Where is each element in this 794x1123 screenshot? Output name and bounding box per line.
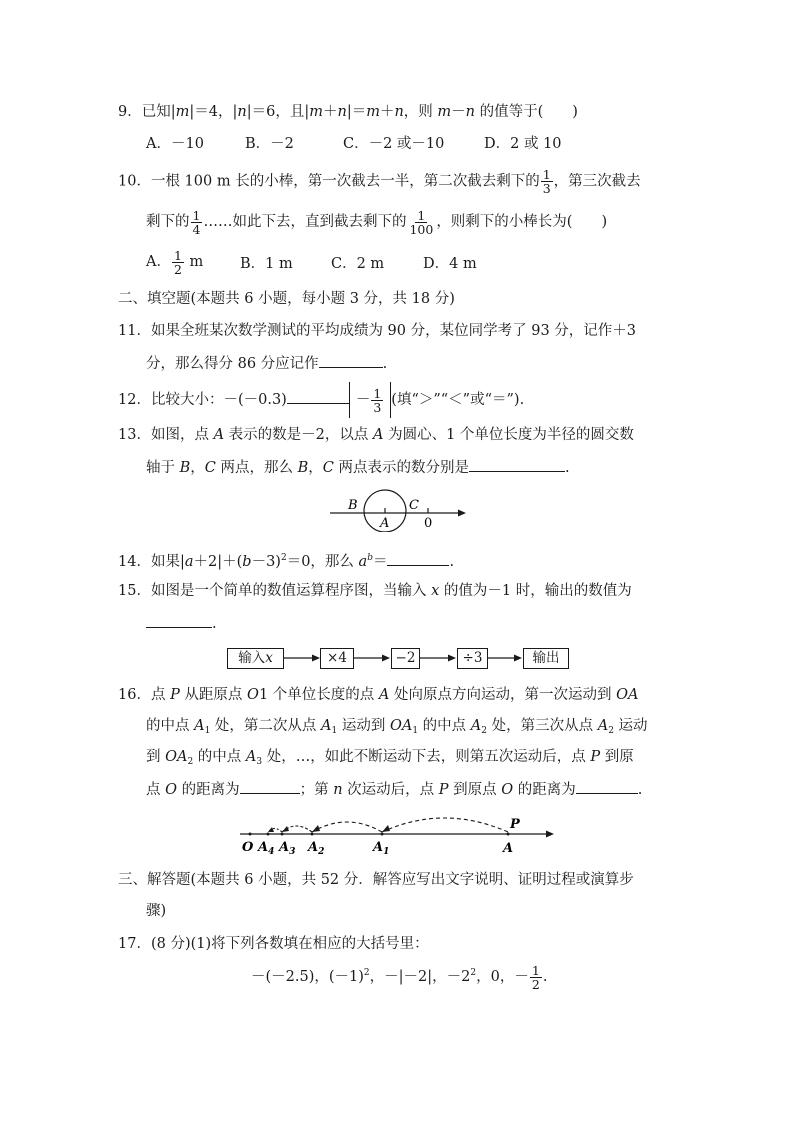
- label-a: A: [503, 841, 514, 856]
- point-a: [507, 833, 510, 836]
- point-motion-figure: [232, 812, 562, 858]
- fraction-one-half: $\frac{1}{2}$: [531, 962, 540, 992]
- arrow-head-icon: [312, 825, 320, 832]
- arrow-head-icon: [382, 655, 390, 662]
- q10-option-d: D．4 m: [423, 256, 477, 272]
- flow-box-output: 输出: [523, 648, 569, 669]
- flow-box-times-4: ×4: [320, 648, 354, 669]
- label-a4: $A_4$: [258, 840, 275, 857]
- label-c: C: [409, 498, 419, 513]
- flow-box-minus-2: −2: [391, 648, 420, 669]
- point-a1: [381, 833, 384, 836]
- answer-blank[interactable]: [319, 352, 383, 368]
- arrow-head-icon: [514, 655, 522, 662]
- fraction-one-hundredth: $\frac{1}{100}$: [409, 207, 434, 237]
- flow-box-input: 输入x: [227, 648, 284, 669]
- question-17-intro: 17．(8 分)(1)将下列各数填在相应的大括号里：: [118, 936, 429, 952]
- flow-arrows: [280, 650, 530, 666]
- answer-blank[interactable]: [240, 778, 300, 794]
- question-11-line-2: 分，那么得分 86 分应记作 .: [146, 352, 387, 374]
- question-14: 14．如果$|a+2|+(b-3)^2=0$，那么 $a^b=$ .: [118, 550, 454, 572]
- question-16-line-2: 的中点 $A_1$ 处，第二次从点 $A_1$ 运动到 $OA_1$ 的中点 $A_2$ 处，第三次从点 $A_2$ 运动: [146, 718, 648, 736]
- label-a2: $A_2$: [308, 840, 325, 857]
- question-15-line-2: .: [146, 612, 217, 634]
- answer-blank[interactable]: [146, 612, 212, 628]
- arrow-head-icon: [268, 827, 274, 832]
- question-17-numbers: －(－2.5)，$(-1)^2$，－|－2|，$-2^2$，0，－ $\frac{1}{2}$ .: [251, 962, 548, 992]
- point-a2: [311, 833, 314, 836]
- answer-blank[interactable]: [287, 388, 349, 404]
- arrow-head-icon: [448, 655, 456, 662]
- point-a4: [267, 833, 270, 836]
- label-zero: 0: [424, 516, 433, 531]
- q9-option-d: D．2 或 10: [484, 136, 562, 152]
- question-16-line-3: 到 $OA_2$ 的中点 $A_3$ 处，…，如此不断运动下去，则第五次运动后，点 P 到原: [146, 749, 634, 767]
- q9-option-b: B．－2: [245, 136, 294, 152]
- question-13-line-1: 13．如图，点 A 表示的数是－2，以点 A 为圆心、1 个单位长度为半径的圆交数: [118, 427, 634, 443]
- label-a1: $A_1$: [373, 840, 390, 857]
- fraction-one-quarter: $\frac{1}{4}$: [192, 207, 201, 237]
- fraction-one-half: $\frac{1}{2}$: [173, 247, 182, 277]
- arrow-head-icon: [282, 826, 289, 832]
- section-3-heading-line-1: 三、解答题(本题共 6 小题，共 52 分．解答应写出文字说明、证明过程或演算步: [118, 872, 634, 888]
- arrow-head-icon: [546, 831, 554, 838]
- label-p: P: [510, 817, 520, 832]
- label-a3: $A_3$: [279, 840, 296, 857]
- jump-arc-1: [382, 818, 508, 832]
- circle-number-line-figure: [320, 486, 480, 532]
- question-16-line-4: 点 O 的距离为 ；第 n 次运动后，点 P 到原点 O 的距离为 .: [146, 778, 642, 800]
- answer-blank[interactable]: [469, 456, 565, 472]
- fraction-one-third: $\frac{1}{3}$: [542, 167, 551, 196]
- question-12: 12．比较大小：－(－0.3) － $\frac{1}{3}$ (填“＞”“＜”或“＝”).: [118, 380, 524, 420]
- arrow-head-icon: [382, 825, 390, 832]
- q9-option-a: A．－10: [146, 136, 204, 152]
- answer-blank[interactable]: [387, 550, 449, 566]
- label-o: O: [242, 840, 254, 855]
- question-11-line-1: 11．如果全班某次数学测试的平均成绩为 90 分，某位同学考了 93 分，记作＋3: [118, 323, 637, 339]
- section-2-heading: 二、填空题(本题共 6 小题，每小题 3 分，共 18 分): [118, 291, 455, 307]
- question-16-line-1: 16．点 P 从距原点 O1 个单位长度的点 A 处向原点方向运动，第一次运动到 OA: [118, 687, 639, 703]
- absolute-value: － $\frac{1}{3}$: [349, 382, 391, 418]
- point-o: [249, 833, 252, 836]
- label-b: B: [348, 498, 358, 513]
- flow-box-divide-3: ÷3: [457, 648, 488, 669]
- question-9: 9．已知|m|＝4，|n|＝6，且|m＋n|＝m＋n，则 m－n 的值等于( ): [118, 104, 578, 120]
- point-a3: [281, 833, 284, 836]
- q10-option-b: B．1 m: [240, 256, 293, 272]
- section-3-heading-line-2: 骤): [146, 903, 167, 919]
- q10-option-c: C．2 m: [331, 256, 385, 272]
- jump-arc-2: [312, 822, 382, 832]
- q9-option-c: C．－2 或－10: [343, 136, 445, 152]
- arrow-head-icon: [458, 510, 466, 517]
- label-a: A: [380, 516, 390, 531]
- question-10-line-1: 10．一根 100 m 长的小棒，第一次截去一半，第二次截去剩下的 $\frac{1}{3}$ ，第三次截去: [118, 167, 641, 196]
- question-13-line-2: 轴于 B，C 两点，那么 B，C 两点表示的数分别是 .: [146, 456, 570, 478]
- question-15-line-1: 15．如图是一个简单的数值运算程序图，当输入 x 的值为－1 时，输出的数值为: [118, 583, 632, 599]
- answer-blank[interactable]: [576, 778, 638, 794]
- arrow-head-icon: [312, 655, 320, 662]
- question-10-line-2: 剩下的 $\frac{1}{4}$ ……如此下去，直到截去剩下的 $\frac{1}{100}$ ，则剩下的小棒长为( ): [146, 207, 608, 237]
- q10-option-a: A． $\frac{1}{2}$ m: [146, 247, 204, 277]
